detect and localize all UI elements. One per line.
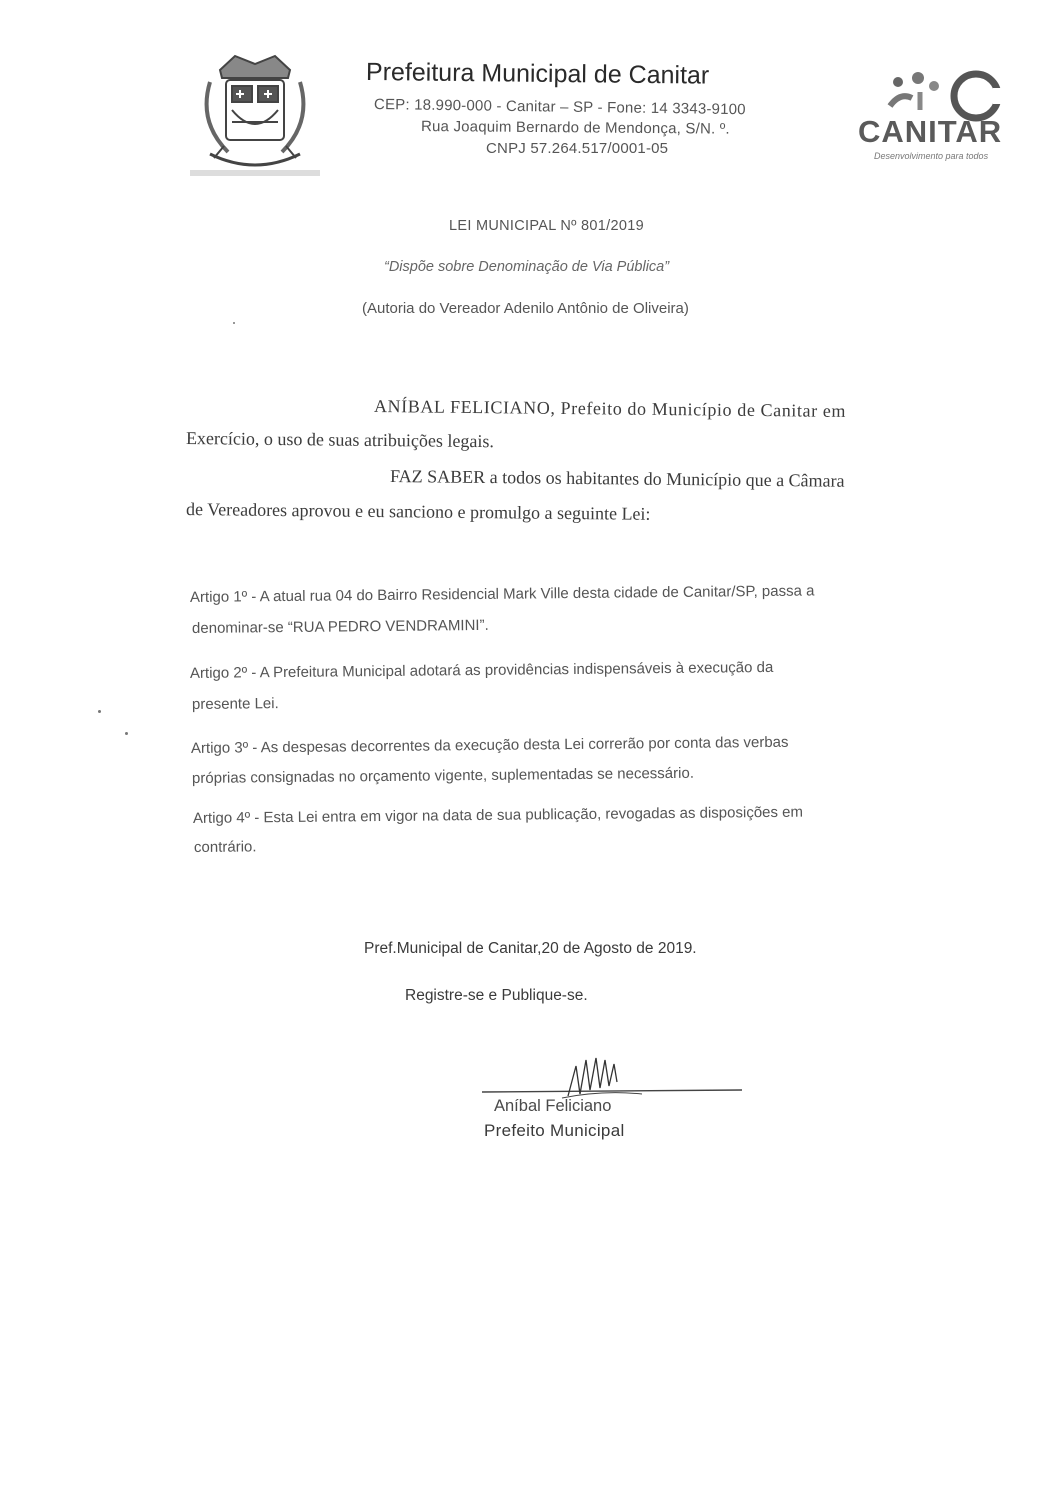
article-4-line-1: Artigo 4º - Esta Lei entra em vigor na data de sua publicação, revogadas as disposições em [192, 803, 804, 827]
logo-wordmark: CANITAR [858, 114, 1003, 149]
logo-tagline: Desenvolvimento para todos [874, 151, 989, 161]
coat-of-arms-icon [180, 42, 330, 192]
preamble-line-1: ANÍBAL FELICIANO, Prefeito do Município de Canitar em [373, 396, 847, 421]
article-4-line-2: contrário. [193, 838, 257, 856]
article-1-line-2: denominar-se “RUA PEDRO VENDRAMINI”. [191, 616, 489, 637]
preamble-line-3: FAZ SABER a todos os habitantes do Município que a Câmara [389, 466, 845, 491]
preamble-line-2: Exercício, o uso de suas atribuições legais. [185, 428, 495, 452]
institution-title: Prefeitura Municipal de Canitar [365, 58, 710, 90]
law-number: LEI MUNICIPAL Nº 801/2019 [449, 218, 644, 234]
law-subject: “Dispõe sobre Denominação de Via Pública” [384, 259, 670, 275]
article-3-line-1: Artigo 3º - As despesas decorrentes da execução desta Lei correrão por conta das verbas [190, 733, 789, 757]
signatory-role: Prefeito Municipal [484, 1121, 625, 1140]
address-line-1: CEP: 18.990-000 - Canitar – SP - Fone: 14 3343-9100 [373, 96, 746, 119]
scan-speck [125, 732, 128, 735]
preamble-line-4: de Vereadores aprovou e eu sanciono e promulgo a seguinte Lei: [185, 499, 651, 524]
cnpj-line: CNPJ 57.264.517/0001-05 [486, 140, 669, 157]
article-1-line-1: Artigo 1º - A atual rua 04 do Bairro Residencial Mark Ville desta cidade de Canitar/SP, passa a [189, 582, 815, 606]
address-line-2: Rua Joaquim Bernardo de Mendonça, S/N. º. [420, 118, 730, 138]
article-3-line-2: próprias consignadas no orçamento vigente, suplementadas se necessário. [191, 764, 695, 787]
place-and-date: Pref.Municipal de Canitar,20 de Agosto de 2019. [364, 940, 697, 957]
scan-speck [233, 322, 235, 324]
article-2-line-2: presente Lei. [191, 695, 279, 713]
signatory-name: Aníbal Feliciano [494, 1097, 612, 1115]
scan-speck [98, 710, 101, 713]
article-2-line-1: Artigo 2º - A Prefeitura Municipal adotará as providências indispensáveis à execução da [189, 658, 774, 682]
law-author: (Autoria do Vereador Adenilo Antônio de Oliveira) [362, 300, 689, 317]
register-publish-note: Registre-se e Publique-se. [405, 987, 588, 1004]
